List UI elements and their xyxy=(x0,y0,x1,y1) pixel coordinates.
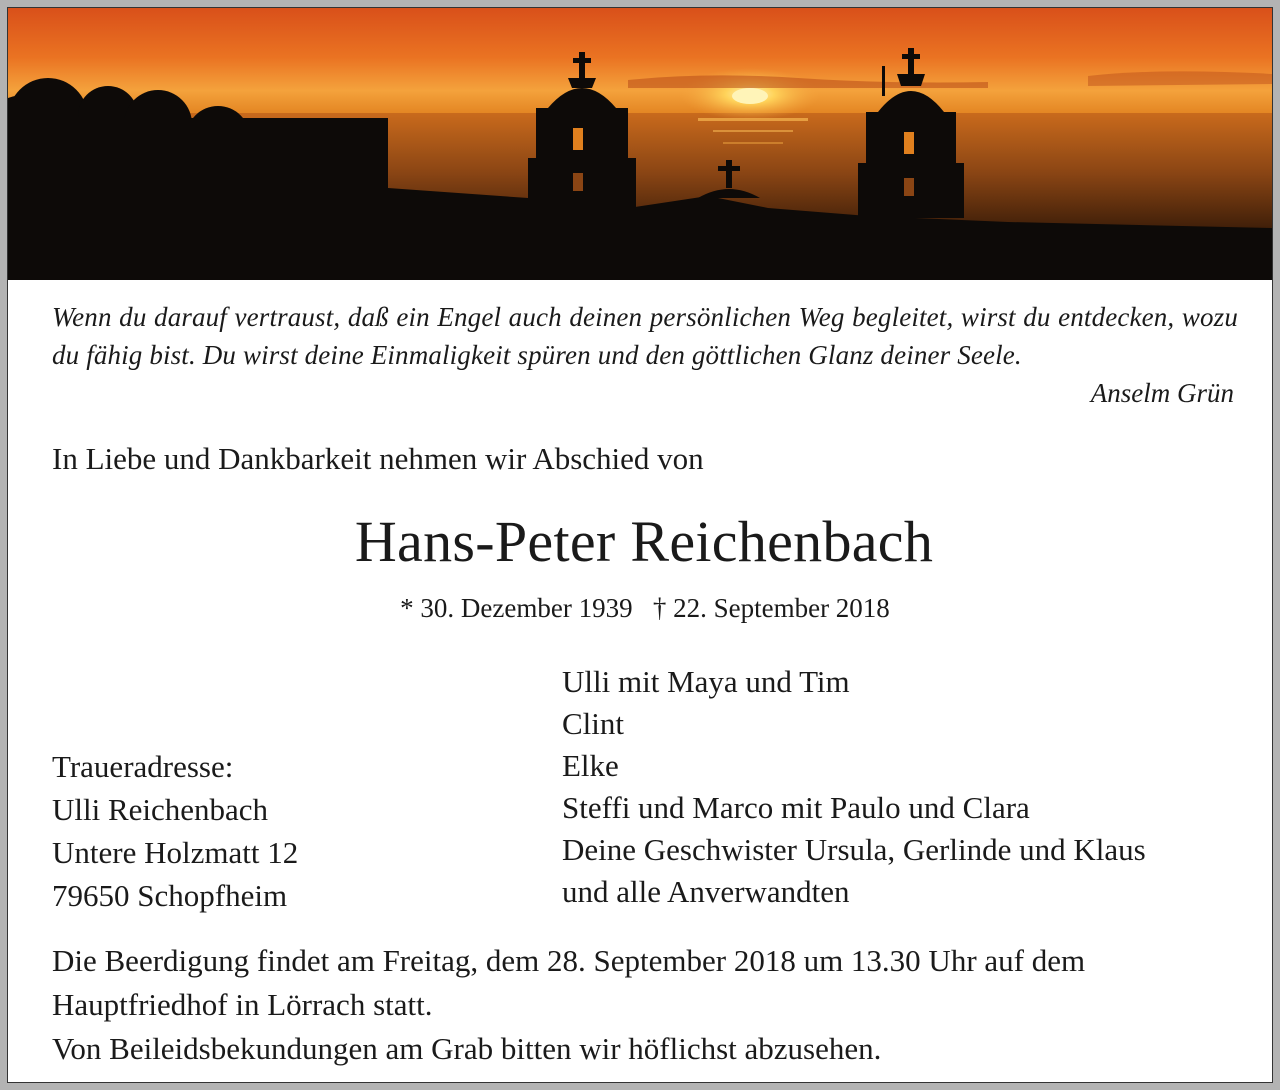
mourner-item: Steffi und Marco mit Paulo und Clara xyxy=(562,790,1030,825)
mourning-address xyxy=(52,745,298,917)
deceased-name: Hans-Peter Reichenbach xyxy=(354,509,934,574)
quote-text: Wenn du darauf vertraust, daß ein Engel auch deinen persönlichen Weg begleitet, wirst du entdecken, wozu du fähig bist. Du wirst deine Einmaligkeit spüren und den göttlichen Glanz deiner Seele. xyxy=(52,302,1238,370)
sunset-church-silhouette-image xyxy=(8,8,1272,280)
funeral-notice xyxy=(52,939,1085,1071)
funeral-line-1: Die Beerdigung findet am Freitag, dem 28. September 2018 um 13.30 Uhr auf dem xyxy=(52,943,1086,978)
life-dates: * 30. Dezember 1939 † 22. September 2018 xyxy=(400,593,890,623)
mourners-list xyxy=(562,661,1146,913)
address-street: Untere Holzmatt 12 xyxy=(52,835,299,870)
mourner-item: Ulli mit Maya und Tim xyxy=(562,664,850,699)
mourner-item: Elke xyxy=(562,748,619,783)
funeral-line-3: Von Beileidsbekundungen am Grab bitten wir höflichst abzusehen. xyxy=(52,1031,882,1066)
mourner-item: Deine Geschwister Ursula, Gerlinde und Klaus xyxy=(562,832,1146,867)
intro-text: In Liebe und Dankbarkeit nehmen wir Abschied von xyxy=(52,441,704,476)
mourner-item: Clint xyxy=(562,706,625,741)
address-label: Traueradresse: xyxy=(52,749,234,784)
quote-author: Anselm Grün xyxy=(1090,378,1234,408)
address-name: Ulli Reichenbach xyxy=(52,792,269,827)
funeral-line-2: Hauptfriedhof in Lörrach statt. xyxy=(52,987,433,1022)
address-city: 79650 Schopfheim xyxy=(52,878,288,913)
mourner-item: und alle Anverwandten xyxy=(562,874,850,909)
